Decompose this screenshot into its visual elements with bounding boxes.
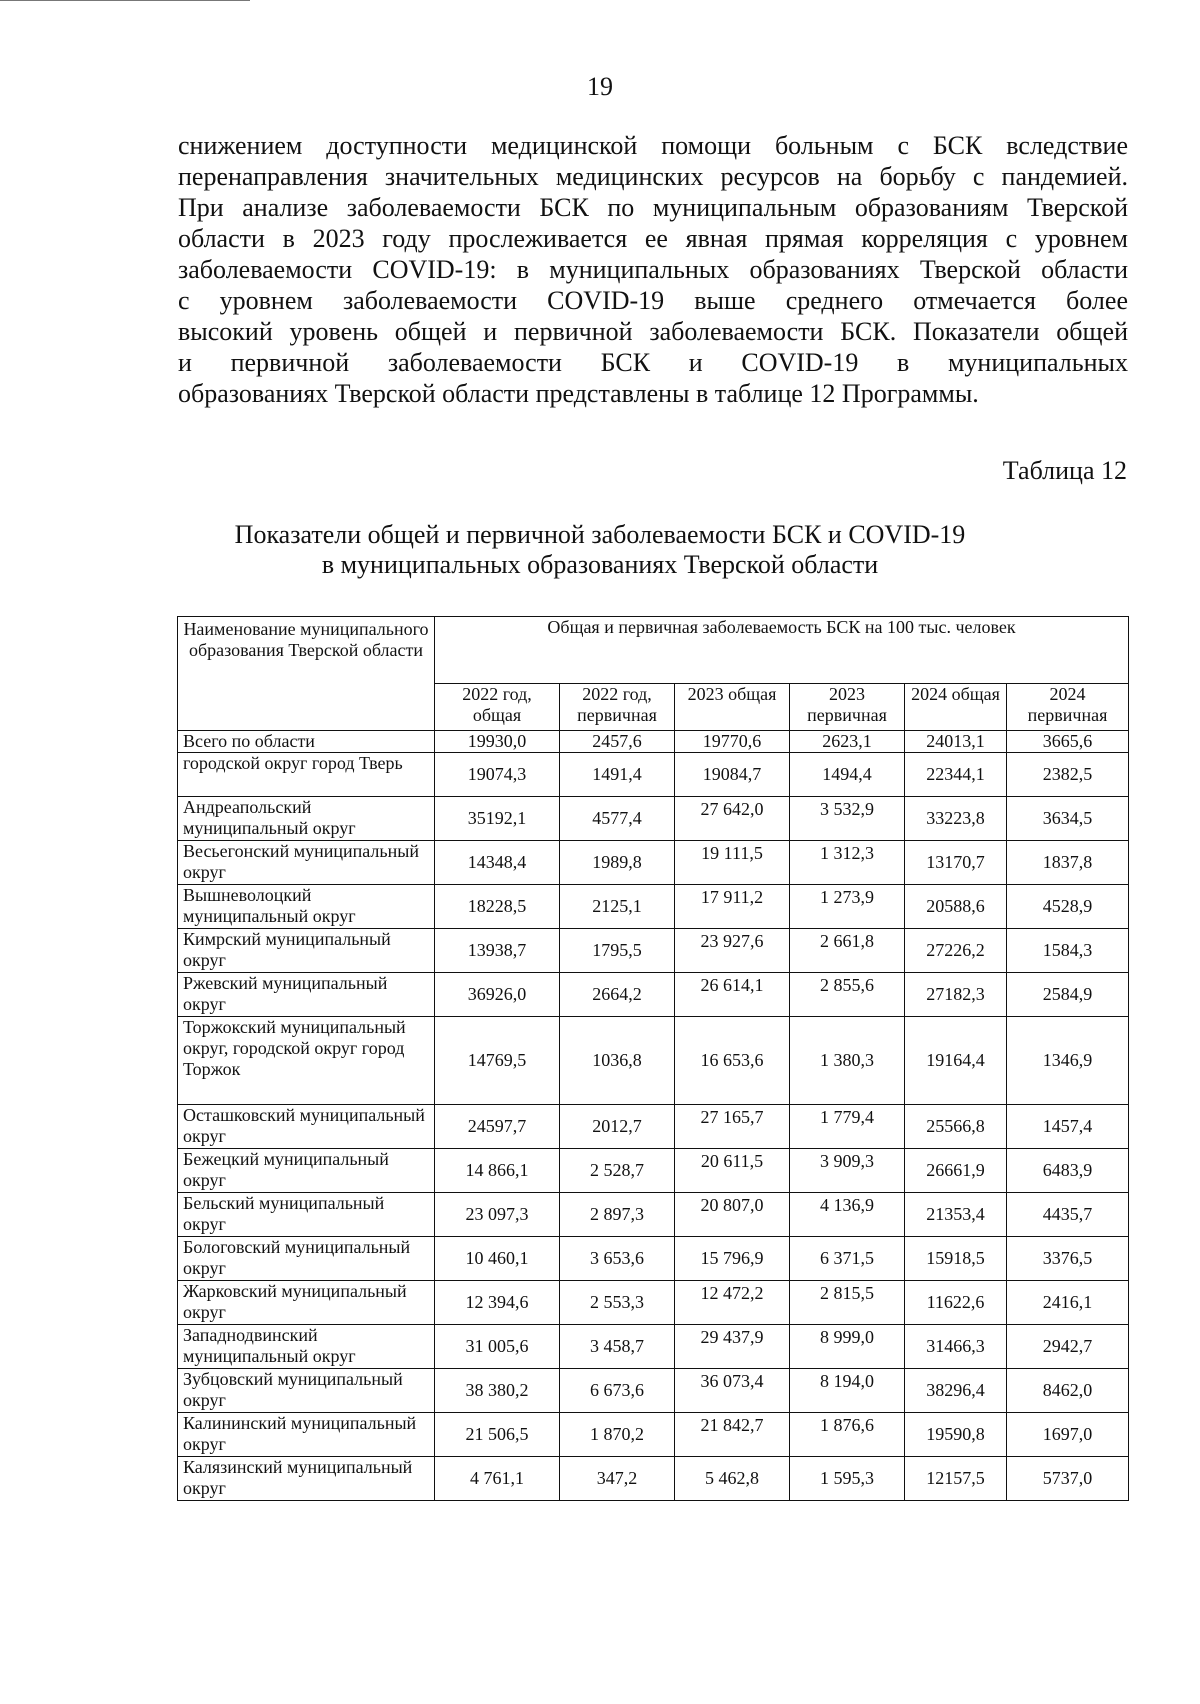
value-cell: 1 870,2	[560, 1413, 675, 1457]
value-cell: 14 866,1	[435, 1149, 560, 1193]
value-cell: 6 673,6	[560, 1369, 675, 1413]
paragraph-line: с уровнем заболеваемости COVID-19 выше среднего отмечается более	[178, 286, 1128, 315]
municipality-name-cell: Калязинский муниципальный округ	[178, 1457, 435, 1501]
value-cell: 2382,5	[1007, 753, 1129, 797]
value-cell: 24013,1	[905, 731, 1007, 753]
value-cell: 27 165,7	[675, 1105, 790, 1149]
municipality-name-cell: Бежецкий муниципальный округ	[178, 1149, 435, 1193]
municipality-name-cell: Бельский муниципальный округ	[178, 1193, 435, 1237]
value-cell: 1 380,3	[790, 1017, 905, 1105]
paragraph-line: образованиях Тверской области представлены в таблице 12 Программы.	[178, 379, 979, 408]
table-row	[178, 929, 1129, 973]
value-cell: 2 528,7	[560, 1149, 675, 1193]
value-cell: 3 532,9	[790, 797, 905, 841]
value-cell: 12157,5	[905, 1457, 1007, 1501]
value-cell: 6483,9	[1007, 1149, 1129, 1193]
municipality-name-cell: Зубцовский муниципальный округ	[178, 1369, 435, 1413]
value-cell: 1 595,3	[790, 1457, 905, 1501]
value-cell: 1 779,4	[790, 1105, 905, 1149]
value-cell: 3 653,6	[560, 1237, 675, 1281]
paragraph-line: снижением доступности медицинской помощи больным с БСК вследствие	[178, 131, 1128, 160]
municipality-name-cell: Всего по области	[178, 731, 435, 753]
value-cell: 27182,3	[905, 973, 1007, 1017]
paragraph-line: При анализе заболеваемости БСК по муниципальным образованиям Тверской	[178, 193, 1128, 222]
header-column: 2024 общая	[905, 684, 1007, 731]
value-cell: 2125,1	[560, 885, 675, 929]
table-row	[178, 731, 1129, 753]
value-cell: 2 815,5	[790, 1281, 905, 1325]
value-cell: 1346,9	[1007, 1017, 1129, 1105]
municipality-name-cell: Торжокский муниципальный округ, городской округ город Торжок	[178, 1017, 435, 1105]
value-cell: 19164,4	[905, 1017, 1007, 1105]
municipality-name-cell: Западнодвинский муниципальный округ	[178, 1325, 435, 1369]
value-cell: 2 553,3	[560, 1281, 675, 1325]
value-cell: 2457,6	[560, 731, 675, 753]
value-cell: 8 999,0	[790, 1325, 905, 1369]
value-cell: 3376,5	[1007, 1237, 1129, 1281]
value-cell: 20588,6	[905, 885, 1007, 929]
value-cell: 2 661,8	[790, 929, 905, 973]
value-cell: 18228,5	[435, 885, 560, 929]
caption-line-2: в муниципальных образованиях Тверской области	[321, 550, 879, 579]
value-cell: 6 371,5	[790, 1237, 905, 1281]
table-label: Таблица 12	[1002, 456, 1127, 485]
municipality-name-cell: Осташковский муниципальный округ	[178, 1105, 435, 1149]
value-cell: 2 855,6	[790, 973, 905, 1017]
value-cell: 12 472,2	[675, 1281, 790, 1325]
value-cell: 23 097,3	[435, 1193, 560, 1237]
value-cell: 1837,8	[1007, 841, 1129, 885]
page-number: 19	[587, 72, 613, 101]
value-cell: 36 073,4	[675, 1369, 790, 1413]
value-cell: 1457,4	[1007, 1105, 1129, 1149]
value-cell: 1 273,9	[790, 885, 905, 929]
municipality-name-cell: Весьегонский муниципальный округ	[178, 841, 435, 885]
value-cell: 347,2	[560, 1457, 675, 1501]
caption-line-1: Показатели общей и первичной заболеваемости БСК и COVID-19	[234, 520, 966, 549]
value-cell: 2623,1	[790, 731, 905, 753]
table-row	[178, 841, 1129, 885]
value-cell: 1036,8	[560, 1017, 675, 1105]
municipality-name-cell: Калининский муниципальный округ	[178, 1413, 435, 1457]
municipality-name-cell: Андреапольский муниципальный округ	[178, 797, 435, 841]
value-cell: 36926,0	[435, 973, 560, 1017]
value-cell: 13170,7	[905, 841, 1007, 885]
value-cell: 8 194,0	[790, 1369, 905, 1413]
table-row	[178, 1149, 1129, 1193]
scan-edge-line	[0, 0, 250, 1]
value-cell: 4 761,1	[435, 1457, 560, 1501]
value-cell: 21 842,7	[675, 1413, 790, 1457]
municipality-name-cell: Бологовский муниципальный округ	[178, 1237, 435, 1281]
value-cell: 12 394,6	[435, 1281, 560, 1325]
value-cell: 24597,7	[435, 1105, 560, 1149]
table-row	[178, 1369, 1129, 1413]
table-row	[178, 1325, 1129, 1369]
header-column: 2022 год, первичная	[560, 684, 675, 731]
value-cell: 10 460,1	[435, 1237, 560, 1281]
value-cell: 20 611,5	[675, 1149, 790, 1193]
value-cell: 14348,4	[435, 841, 560, 885]
table-row	[178, 1193, 1129, 1237]
value-cell: 33223,8	[905, 797, 1007, 841]
value-cell: 3634,5	[1007, 797, 1129, 841]
value-cell: 21 506,5	[435, 1413, 560, 1457]
body-paragraph	[178, 130, 1128, 409]
value-cell: 2584,9	[1007, 973, 1129, 1017]
value-cell: 1494,4	[790, 753, 905, 797]
value-cell: 2012,7	[560, 1105, 675, 1149]
table-row	[178, 753, 1129, 797]
value-cell: 35192,1	[435, 797, 560, 841]
table-row	[178, 1413, 1129, 1457]
value-cell: 31466,3	[905, 1325, 1007, 1369]
value-cell: 38296,4	[905, 1369, 1007, 1413]
header-column: 2023 общая	[675, 684, 790, 731]
value-cell: 21353,4	[905, 1193, 1007, 1237]
value-cell: 4528,9	[1007, 885, 1129, 929]
value-cell: 13938,7	[435, 929, 560, 973]
table-row	[178, 1017, 1129, 1105]
municipality-name-cell: Ржевский муниципальный округ	[178, 973, 435, 1017]
table-row	[178, 1457, 1129, 1501]
value-cell: 1491,4	[560, 753, 675, 797]
value-cell: 14769,5	[435, 1017, 560, 1105]
value-cell: 1584,3	[1007, 929, 1129, 973]
value-cell: 16 653,6	[675, 1017, 790, 1105]
incidence-table	[177, 616, 1129, 1501]
value-cell: 1 312,3	[790, 841, 905, 885]
table-row	[178, 973, 1129, 1017]
municipality-name-cell: Кимрский муниципальный округ	[178, 929, 435, 973]
table-row	[178, 797, 1129, 841]
value-cell: 15 796,9	[675, 1237, 790, 1281]
value-cell: 1697,0	[1007, 1413, 1129, 1457]
value-cell: 1989,8	[560, 841, 675, 885]
table-body	[178, 731, 1129, 1501]
value-cell: 3 458,7	[560, 1325, 675, 1369]
paragraph-line: перенаправления значительных медицинских ресурсов на борьбу с пандемией.	[178, 162, 1128, 191]
value-cell: 20 807,0	[675, 1193, 790, 1237]
value-cell: 19074,3	[435, 753, 560, 797]
header-group-cell: Общая и первичная заболеваемость БСК на 100 тыс. человек	[435, 617, 1129, 684]
value-cell: 11622,6	[905, 1281, 1007, 1325]
value-cell: 19 111,5	[675, 841, 790, 885]
value-cell: 19590,8	[905, 1413, 1007, 1457]
value-cell: 2664,2	[560, 973, 675, 1017]
value-cell: 23 927,6	[675, 929, 790, 973]
value-cell: 1 876,6	[790, 1413, 905, 1457]
header-column: 2023 первичная	[790, 684, 905, 731]
value-cell: 27226,2	[905, 929, 1007, 973]
value-cell: 17 911,2	[675, 885, 790, 929]
value-cell: 1795,5	[560, 929, 675, 973]
value-cell: 19084,7	[675, 753, 790, 797]
value-cell: 26 614,1	[675, 973, 790, 1017]
value-cell: 22344,1	[905, 753, 1007, 797]
paragraph-line: заболеваемости COVID-19: в муниципальных образованиях Тверской области	[178, 255, 1128, 284]
value-cell: 4 136,9	[790, 1193, 905, 1237]
value-cell: 2416,1	[1007, 1281, 1129, 1325]
municipality-name-cell: Вышневолоцкий муниципальный округ	[178, 885, 435, 929]
value-cell: 5 462,8	[675, 1457, 790, 1501]
header-name-cell: Наименование муниципального образования Тверской области	[178, 617, 435, 731]
paragraph-line: области в 2023 году прослеживается ее явная прямая корреляция с уровнем	[178, 224, 1128, 253]
value-cell: 25566,8	[905, 1105, 1007, 1149]
value-cell: 2942,7	[1007, 1325, 1129, 1369]
value-cell: 27 642,0	[675, 797, 790, 841]
value-cell: 4435,7	[1007, 1193, 1129, 1237]
value-cell: 5737,0	[1007, 1457, 1129, 1501]
table-row	[178, 1105, 1129, 1149]
header-column: 2022 год, общая	[435, 684, 560, 731]
paragraph-line: и первичной заболеваемости БСК и COVID-19 в муниципальных	[178, 348, 1128, 377]
table-row	[178, 1281, 1129, 1325]
value-cell: 31 005,6	[435, 1325, 560, 1369]
value-cell: 8462,0	[1007, 1369, 1129, 1413]
value-cell: 3665,6	[1007, 731, 1129, 753]
value-cell: 2 897,3	[560, 1193, 675, 1237]
value-cell: 38 380,2	[435, 1369, 560, 1413]
value-cell: 4577,4	[560, 797, 675, 841]
municipality-name-cell: Жарковский муниципальный округ	[178, 1281, 435, 1325]
value-cell: 19930,0	[435, 731, 560, 753]
paragraph-line: высокий уровень общей и первичной заболеваемости БСК. Показатели общей	[178, 317, 1128, 346]
table-caption	[0, 520, 1200, 580]
value-cell: 26661,9	[905, 1149, 1007, 1193]
table-row	[178, 885, 1129, 929]
value-cell: 19770,6	[675, 731, 790, 753]
table-row	[178, 1237, 1129, 1281]
header-column: 2024 первичная	[1007, 684, 1129, 731]
value-cell: 3 909,3	[790, 1149, 905, 1193]
municipality-name-cell: городской округ город Тверь	[178, 753, 435, 797]
value-cell: 15918,5	[905, 1237, 1007, 1281]
value-cell: 29 437,9	[675, 1325, 790, 1369]
